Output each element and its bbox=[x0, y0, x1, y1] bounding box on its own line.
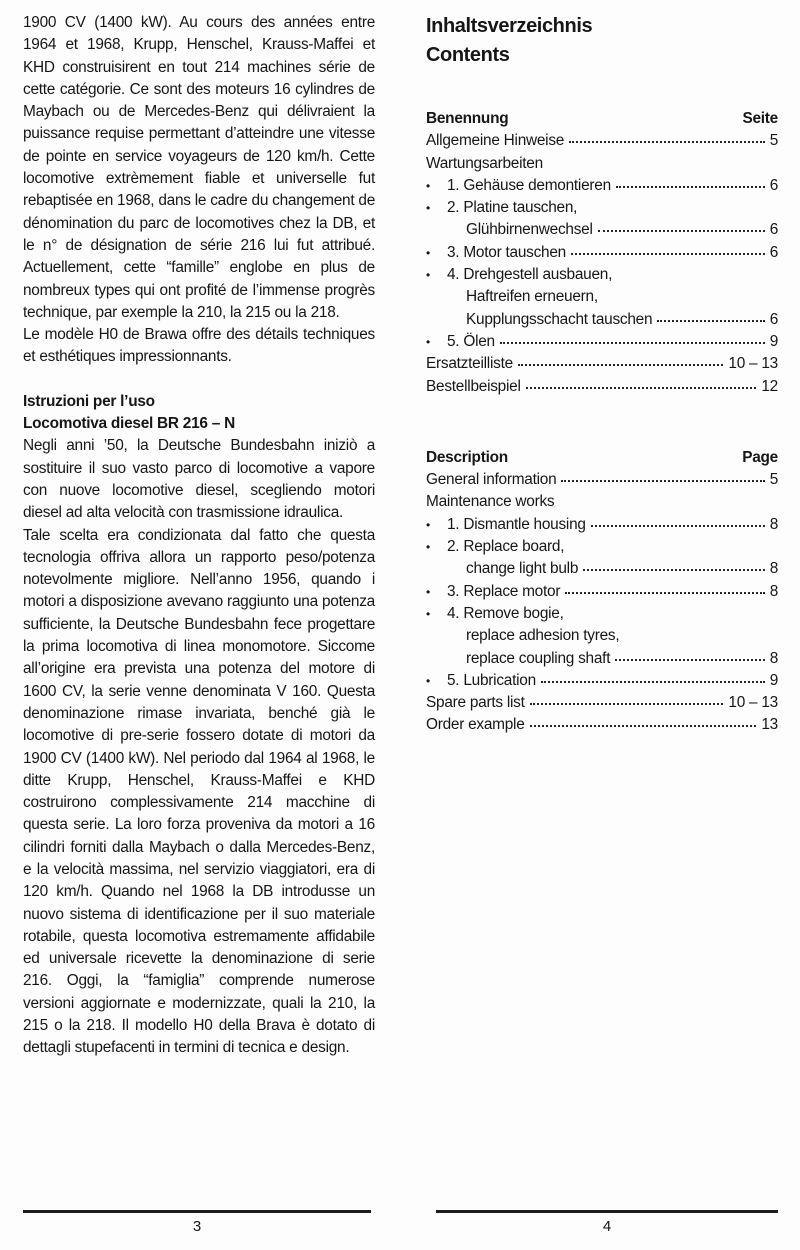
toc-entry-label: 1. Gehäuse demontieren bbox=[447, 176, 611, 194]
french-paragraph-closing: Le modèle H0 de Brawa offre des détails techniques et esthétiques impressionnants. bbox=[23, 326, 375, 366]
toc-row bbox=[426, 353, 778, 375]
page-number-right: 4 bbox=[602, 1218, 612, 1235]
toc-entry-label: Spare parts list bbox=[426, 694, 525, 712]
toc-english-header-label: Description bbox=[426, 448, 508, 466]
toc-page-number: 6 bbox=[769, 176, 778, 194]
bullet-icon: • bbox=[426, 584, 430, 599]
toc-entry-label: General information bbox=[426, 471, 557, 489]
toc-row bbox=[426, 536, 778, 558]
toc-entry-label: Kupplungsschacht tauschen bbox=[466, 310, 653, 328]
toc-entry-label: 2. Replace board, bbox=[447, 538, 565, 556]
dot-leader bbox=[591, 525, 765, 527]
toc-entry-label: Maintenance works bbox=[426, 493, 555, 511]
dot-leader bbox=[565, 592, 764, 594]
toc-german-header-page: Seite bbox=[742, 110, 778, 127]
toc-german-header-label: Benennung bbox=[426, 110, 509, 127]
toc-page-number: 5 bbox=[769, 471, 778, 489]
toc-row bbox=[426, 219, 778, 241]
bullet-icon: • bbox=[426, 268, 430, 283]
toc-row bbox=[426, 491, 778, 513]
bullet-icon: • bbox=[426, 517, 430, 532]
toc-de-rows bbox=[426, 130, 778, 398]
toc-row bbox=[426, 648, 778, 670]
toc-row bbox=[426, 625, 778, 647]
page-3-column bbox=[23, 12, 375, 1060]
page-number-left: 3 bbox=[192, 1218, 202, 1235]
french-paragraph: 1900 CV (1400 kW). Au cours des années entre 1964 et 1968, Krupp, Henschel, Krauss-Maffei et KHD construisirent en tout 214 machines série de cette catégorie. Ce sont des moteurs 16 cylindres de Maybach ou de Mercedes-Benz qui délivraient la puissance requise permettant d’atteindre une vitesse de pointe en service voyageurs de 120 km/h. Cette locomotive extrèmement fiable et universelle fut rebaptisée en 1968, dans le cadre du changement de dénomination du parc de locomotives chez la DB, et le n° de désignation de série 216 lui fut attribué. Actuellement, cette “famille” englobe en plus de nombreux types qui ont profité de l’immense progrès technique, par exemple la 210, la 215 ou la 218. bbox=[23, 14, 376, 321]
toc-row bbox=[426, 514, 778, 536]
bullet-icon: • bbox=[426, 606, 430, 621]
toc-page-number: 8 bbox=[769, 649, 778, 667]
toc-row bbox=[426, 264, 778, 286]
toc-row bbox=[426, 469, 778, 491]
italian-paragraph-1: Negli anni ’50, la Deutsche Bundesbahn iniziò a sostituire il suo vasto parco di locomotive a vapore con nuove locomotive diesel, scegliendo motori diesel ad alta velocità con trasmissione idraulica. bbox=[23, 437, 375, 522]
toc-entry-label: 2. Platine tauschen, bbox=[447, 199, 578, 217]
dot-leader bbox=[571, 253, 765, 255]
toc-page-number: 12 bbox=[761, 377, 778, 395]
italian-model-heading: Locomotiva diesel BR 216 – N bbox=[23, 415, 235, 433]
dot-leader bbox=[526, 387, 757, 389]
dot-leader bbox=[561, 480, 764, 482]
toc-page-number: 6 bbox=[769, 310, 778, 328]
footer-rule-left bbox=[23, 1210, 371, 1213]
toc-page-number: 6 bbox=[769, 243, 778, 261]
toc-row bbox=[426, 331, 778, 353]
toc-row bbox=[426, 376, 778, 398]
dot-leader bbox=[500, 342, 765, 344]
toc-page-number: 10 – 13 bbox=[728, 355, 778, 373]
toc-row bbox=[426, 309, 778, 331]
bullet-icon: • bbox=[426, 245, 430, 260]
toc-row bbox=[426, 558, 778, 580]
toc-entry-label: Ersatzteilliste bbox=[426, 355, 513, 373]
toc-entry-label: 3. Motor tauschen bbox=[447, 243, 566, 261]
dot-leader bbox=[657, 320, 764, 322]
toc-page-number: 9 bbox=[769, 332, 778, 350]
dot-leader bbox=[615, 659, 764, 661]
toc-entry-label: 1. Dismantle housing bbox=[447, 515, 586, 533]
dot-leader bbox=[569, 141, 765, 143]
dot-leader bbox=[518, 364, 723, 366]
toc-entry-label: Glühbirnenwechsel bbox=[466, 221, 593, 239]
footer-rule-right bbox=[436, 1210, 778, 1213]
dot-leader bbox=[616, 186, 765, 188]
italian-paragraph-2: Tale scelta era condizionata dal fatto che questa tecnologia offriva allora un rapporto peso/potenza notevolmente migliore. Nell’anno 1956, quando i motori a disposizione avevano raggiunto una potenza sufficiente, la Deutsche Bundesbahn fece progettare la prima locomotiva di linea monomotore. Siccome all’origine era prevista una potenza del motore di 1600 CV, la serie venne denominata V 160. Questa denominazione rimase invariata, benché già le locomotive di pre-serie fossero dotate di motori da 1900 CV (1400 kW). Nel periodo dal 1964 al 1968, le ditte Krupp, Henschel, Krauss-Maffei e KHD costruirono complessivamente 214 macchine di questa serie. La loro forza proveniva da motori a 16 cilindri forniti dalla Maybach o dalla Mercedes-Benz, e la velocità massima, nel servizio viaggiatori, era di 120 km/h. Quando nel 1968 la DB introdusse un nuovo sistema di identificazione per il suo materiale rotabile, questa locomotiva estremamente affidabile ed universale ricevette la denominazione di serie 216. Oggi, la “famiglia” comprende numerose versioni aggiornate e modernizzate, quali la 210, la 215 o la 218. Il modello H0 della Brava è dotato di dettagli stupefacenti in termini di tecnica e design. bbox=[23, 526, 375, 1057]
toc-title-english: Contents bbox=[426, 44, 510, 66]
toc-english-header bbox=[426, 447, 778, 469]
dot-leader bbox=[541, 681, 765, 683]
toc-row bbox=[426, 153, 778, 175]
toc-row bbox=[426, 197, 778, 219]
toc-page-number: 10 – 13 bbox=[728, 694, 778, 712]
toc-en-rows bbox=[426, 469, 778, 737]
toc-row bbox=[426, 175, 778, 197]
bullet-icon: • bbox=[426, 673, 430, 688]
toc-entry-label: Allgemeine Hinweise bbox=[426, 132, 565, 150]
toc-page-number: 5 bbox=[769, 132, 778, 150]
bullet-icon: • bbox=[426, 178, 430, 193]
page-4-column bbox=[426, 12, 778, 737]
toc-row bbox=[426, 603, 778, 625]
toc-entry-label: Wartungsarbeiten bbox=[426, 154, 543, 172]
bullet-icon: • bbox=[426, 540, 430, 555]
toc-entry-label: Bestellbeispiel bbox=[426, 377, 521, 395]
toc-row bbox=[426, 670, 778, 692]
toc-row bbox=[426, 286, 778, 308]
toc-entry-label: change light bulb bbox=[466, 560, 579, 578]
bullet-icon: • bbox=[426, 201, 430, 216]
toc-row bbox=[426, 130, 778, 152]
toc-entry-label: 3. Replace motor bbox=[447, 582, 561, 600]
italian-section-heading: Istruzioni per l’uso bbox=[23, 392, 155, 410]
toc-page-number: 6 bbox=[769, 221, 778, 239]
toc-entry-label: 4. Remove bogie, bbox=[447, 604, 564, 622]
toc-entry-label: replace coupling shaft bbox=[466, 649, 611, 667]
toc-english-header-page: Page bbox=[742, 448, 778, 466]
toc-page-number: 8 bbox=[769, 515, 778, 533]
toc-row bbox=[426, 242, 778, 264]
toc-entry-label: 5. Lubrication bbox=[447, 671, 536, 689]
toc-row bbox=[426, 714, 778, 736]
dot-leader bbox=[583, 569, 765, 571]
toc-entry-label: Haftreifen erneuern, bbox=[466, 288, 598, 306]
toc-entry-label: 5. Ölen bbox=[447, 332, 495, 350]
dot-leader bbox=[530, 725, 757, 727]
toc-title-german: Inhaltsverzeichnis bbox=[426, 15, 593, 37]
dot-leader bbox=[530, 703, 724, 705]
toc-row bbox=[426, 692, 778, 714]
toc-german-header bbox=[426, 108, 778, 130]
toc-entry-label: replace adhesion tyres, bbox=[466, 627, 620, 645]
toc-page-number: 8 bbox=[769, 560, 778, 578]
toc-entry-label: Order example bbox=[426, 716, 525, 734]
toc-page-number: 9 bbox=[769, 671, 778, 689]
bullet-icon: • bbox=[426, 334, 430, 349]
toc-entry-label: 4. Drehgestell ausbauen, bbox=[447, 266, 613, 284]
toc-page-number: 13 bbox=[761, 716, 778, 734]
toc-row bbox=[426, 581, 778, 603]
toc-page-number: 8 bbox=[769, 582, 778, 600]
dot-leader bbox=[598, 230, 765, 232]
